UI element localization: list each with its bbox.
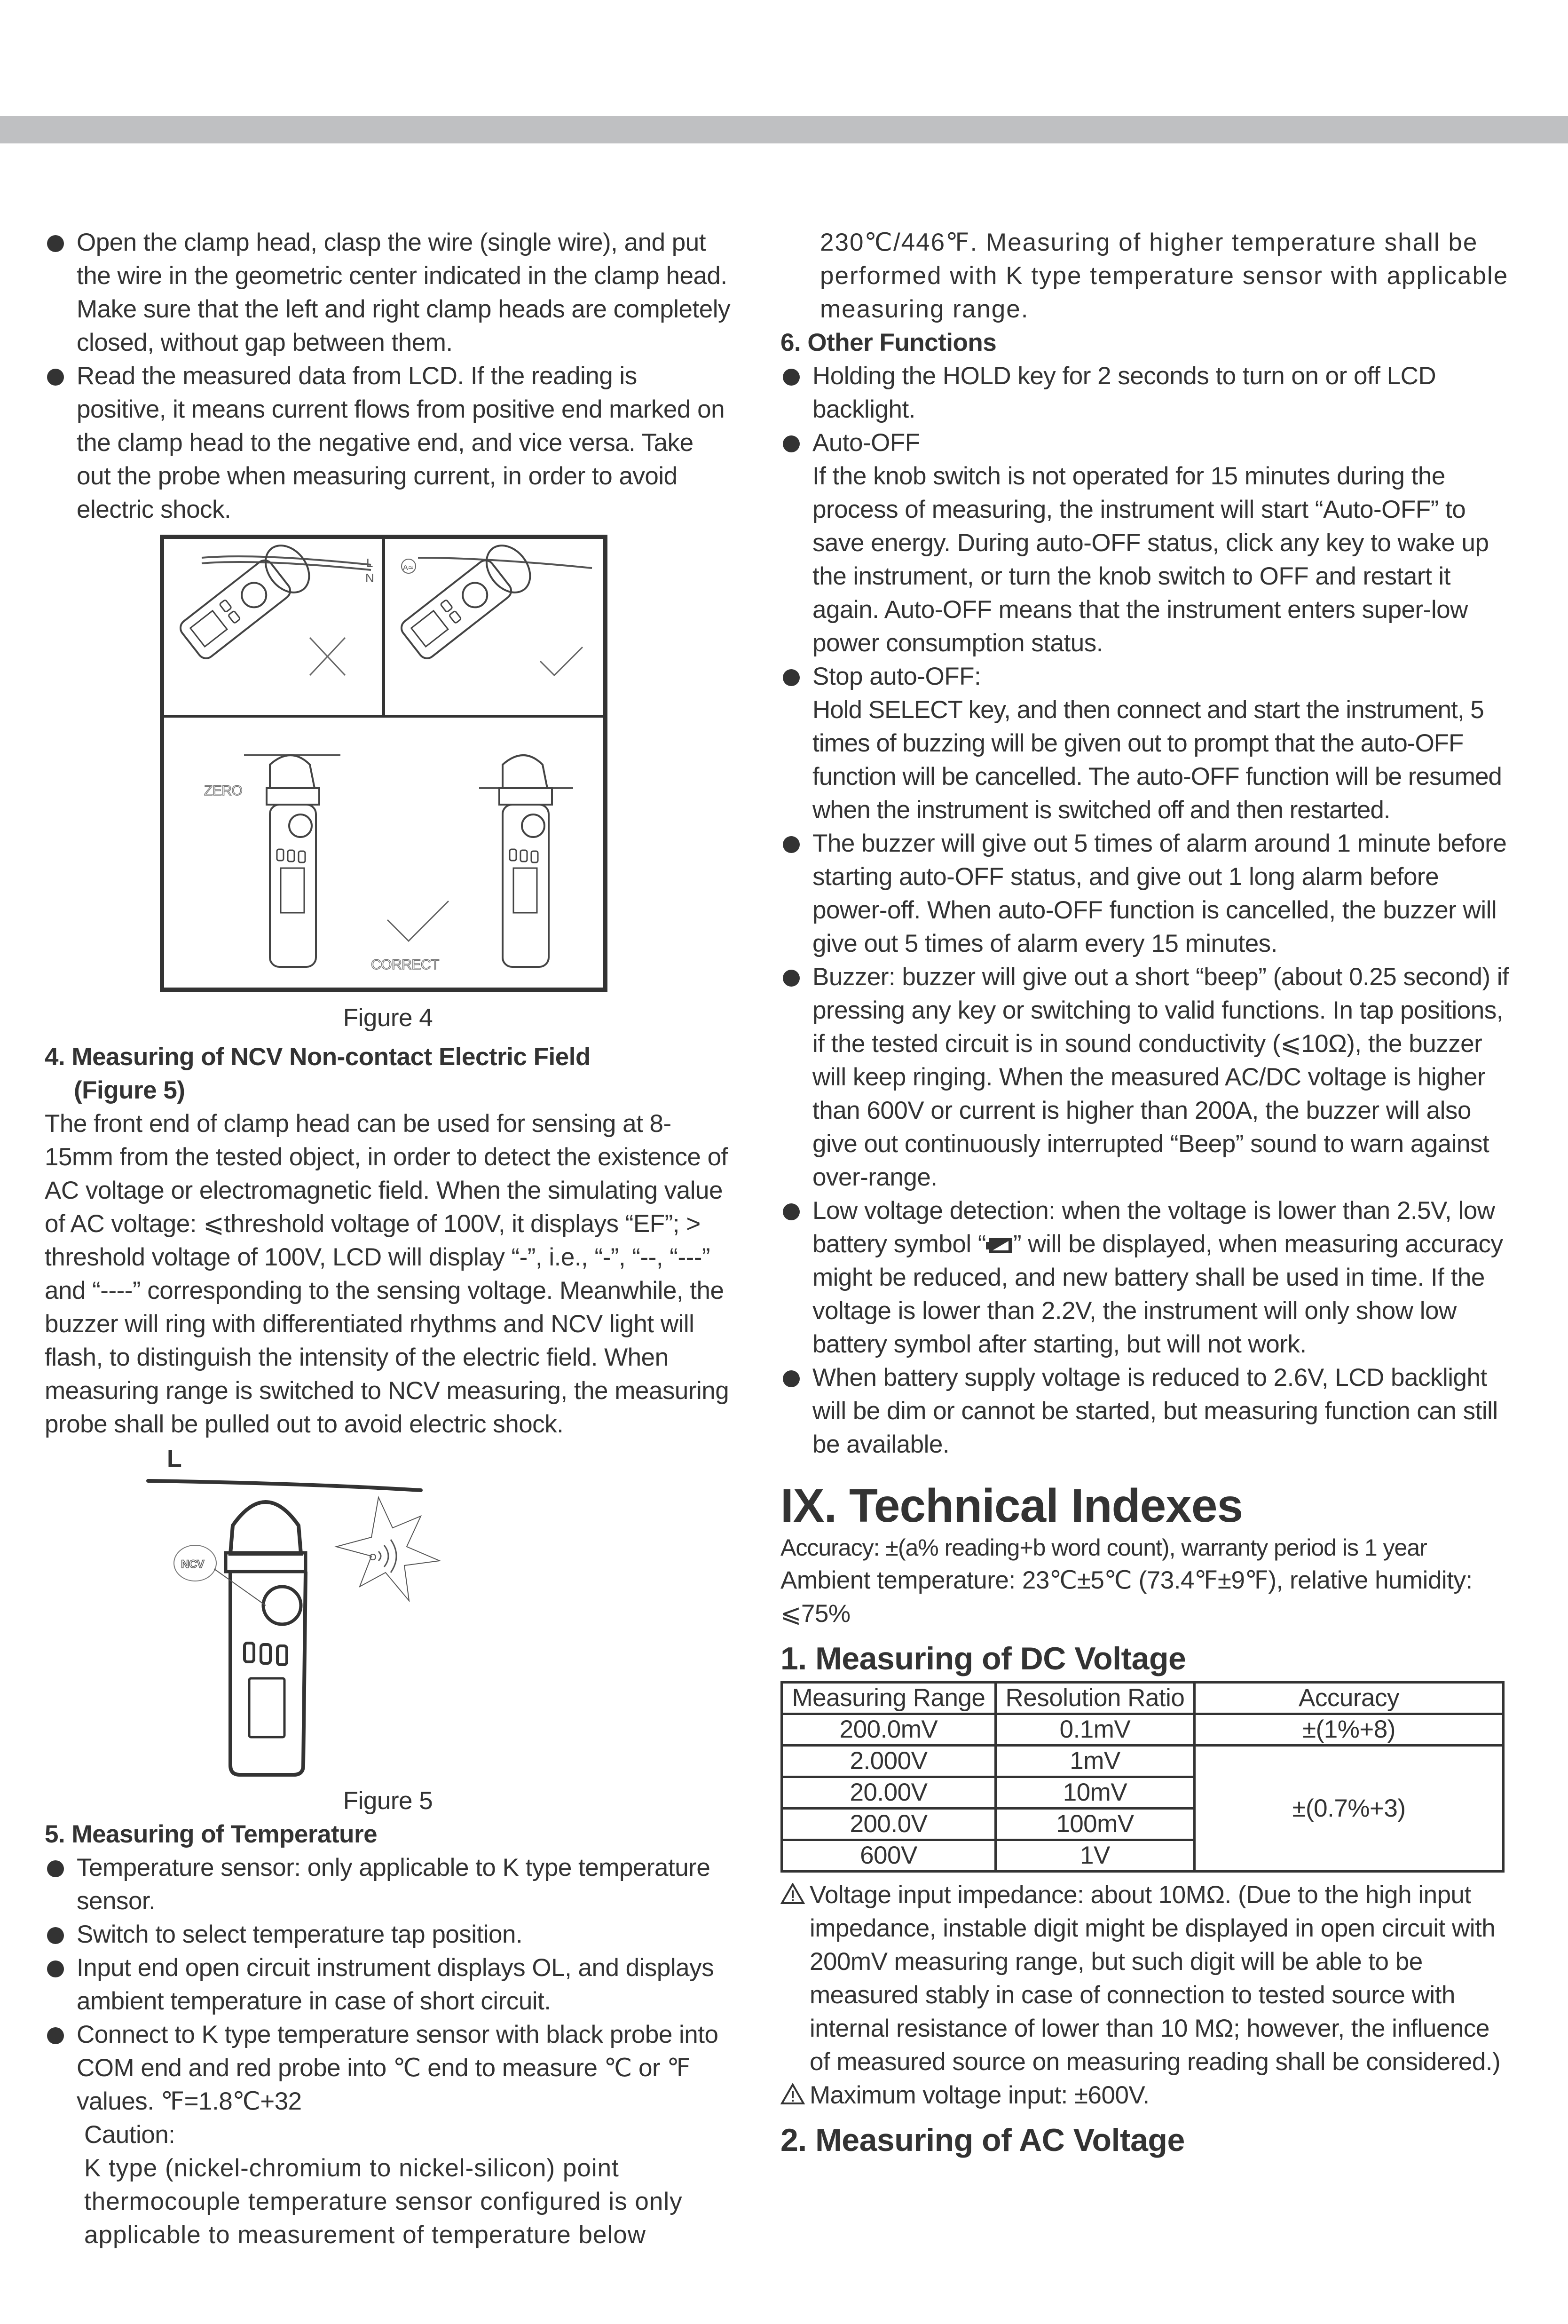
bullet-text: Switch to select temperature tap position. (77, 1921, 523, 1948)
warning-triangle-icon (780, 2083, 805, 2105)
list-item (45, 226, 731, 359)
list-item (45, 1918, 731, 1951)
warning-impedance (780, 1878, 1514, 2079)
table-row (782, 1714, 1504, 1746)
list-item (780, 960, 1514, 1194)
svg-text:ZERO: ZERO (204, 783, 243, 798)
bullet-text: The buzzer will give out 5 times of alarm around 1 minute before starting auto-OFF status, and give out 1 long alarm before power-off. When auto-OFF function is cancelled, the buzzer will give out 5 times of alarm every 15 minutes. (812, 830, 1507, 957)
table-row (782, 1746, 1504, 1777)
page-title: IX. Technical Indexes (780, 1479, 1243, 1532)
bullet-text: When battery supply voltage is reduced to 2.6V, LCD backlight will be dim or cannot be started, but measuring function can still be available. (812, 1364, 1498, 1458)
warning-triangle-icon (780, 1883, 805, 1905)
cell-accuracy-merged: ±(0.7%+3) (1195, 1746, 1504, 1872)
bullet-text: Stop auto-OFF: (812, 663, 981, 690)
svg-text:L: L (167, 1446, 182, 1472)
svg-text:NCV: NCV (181, 1558, 205, 1571)
cell-range: 600V (782, 1840, 996, 1872)
header-accuracy: Accuracy (1195, 1683, 1504, 1714)
figure-5 (115, 1446, 585, 1784)
cell-resolution: 100mV (995, 1809, 1194, 1840)
ncv-clamp-meter-illustration (115, 1446, 585, 1784)
cell-range: 200.0V (782, 1809, 996, 1840)
list-item (780, 359, 1514, 426)
cell-resolution: 10mV (995, 1777, 1194, 1809)
cell-resolution: 0.1mV (995, 1714, 1194, 1746)
figure-4-panel-zero (163, 716, 605, 989)
list-item (45, 1851, 731, 1918)
cell-accuracy: ±(1%+8) (1195, 1714, 1504, 1746)
list-item (780, 1194, 1514, 1361)
section-4-title-line1: 4. Measuring of NCV Non-contact Electric Field (45, 1043, 591, 1071)
clamp-meter-zero-illustration (164, 718, 601, 986)
clamp-meter-left (267, 755, 319, 967)
bullet-subtext: If the knob switch is not operated for 15 minutes during the process of measuring, the instrument will start “Auto-OFF” to save energy. During auto-OFF status, click any key to wake up the instrument, or turn the knob switch to OFF and restart it again. Auto-OFF means that the instrument enters super-low power consumption status. (812, 462, 1489, 657)
list-item (780, 827, 1514, 960)
bullet-text: ” will be displayed, when measuring accuracy might be reduced, and new battery shall be used in time. If the voltage is lower than 2.2V, the instrument will only show low battery symbol after starting, but will not work. (812, 1230, 1503, 1358)
dc-voltage-table (780, 1681, 1505, 1873)
list-item (780, 660, 1514, 693)
clamp-meter-right (479, 755, 573, 967)
figure-4-panel-wrong (163, 538, 384, 716)
cell-resolution: 1V (995, 1840, 1194, 1872)
figure-4-caption: Figure 4 (343, 1004, 433, 1032)
table-header-row (782, 1683, 1504, 1714)
bullet-text: Auto-OFF (812, 429, 920, 457)
header-resolution-ratio: Resolution Ratio (995, 1683, 1194, 1714)
section-4-title-line2: (Figure 5) (74, 1076, 185, 1104)
checkmark-icon (387, 901, 449, 941)
list-item (45, 2018, 731, 2118)
figure-4-panel-right (384, 538, 605, 716)
section-5-title: 5. Measuring of Temperature (45, 1820, 378, 1848)
clamp-meter-wrong-illustration (164, 539, 380, 713)
right-column (780, 226, 1514, 2160)
figure-4 (160, 535, 607, 992)
left-column (45, 226, 731, 2252)
svg-text:CORRECT: CORRECT (371, 957, 439, 972)
figure-5-caption: Figure 5 (343, 1787, 433, 1815)
sound-burst-icon (336, 1497, 440, 1601)
ambient-note: Ambient temperature: 23℃±5℃ (73.4℉±9℉), relative humidity: ⩽75% (780, 1566, 1473, 1628)
cell-range: 2.000V (782, 1746, 996, 1777)
list-item (45, 1951, 731, 2018)
header-bar (0, 116, 1568, 143)
bullet-text: Holding the HOLD key for 2 seconds to turn on or off LCD backlight. (812, 362, 1436, 423)
caution-text: K type (nickel-chromium to nickel-silicon) point thermocouple temperature sensor configured is only applicable to measurement of temperature below (84, 2154, 683, 2249)
list-item (780, 426, 1514, 459)
warning-text: Voltage input impedance: about 10MΩ. (Due to the high input impedance, instable digit might be displayed in open circuit with 200mV measuring range, but such digit will be able to be measured stably in case of connection to tested source with internal resistance of lower than 10 MΩ; however, the influence of measured source on measuring reading shall be considered.) (810, 1881, 1501, 2076)
caution-label: Caution: (84, 2121, 175, 2149)
cell-resolution: 1mV (995, 1746, 1194, 1777)
list-item (780, 1361, 1514, 1461)
bullet-text: Connect to K type temperature sensor with black probe into COM end and red probe into ℃ end to measure ℃ or ℉ values. ℉=1.8℃+32 (77, 2021, 718, 2115)
clamp-meter-right-illustration (385, 539, 601, 713)
svg-text:L: L (366, 556, 373, 570)
bullet-subtext: Hold SELECT key, and then connect and start the instrument, 5 times of buzzing will be given out to prompt that the auto-OFF function will be cancelled. The auto-OFF function will be resumed when the instrument is switched off and then restarted. (812, 696, 1502, 824)
list-item (45, 359, 731, 526)
bullet-text: Open the clamp head, clasp the wire (single wire), and put the wire in the geometric center indicated in the clamp head. Make sure that the left and right clamp heads are completely closed, without gap between them. (77, 229, 730, 356)
bullet-text: Input end open circuit instrument displays OL, and displays ambient temperature in case of short circuit. (77, 1954, 714, 2015)
cell-range: 20.00V (782, 1777, 996, 1809)
low-battery-icon (986, 1236, 1013, 1255)
cell-range: 200.0mV (782, 1714, 996, 1746)
continued-text: 230℃/446℉. Measuring of higher temperature shall be performed with K type temperature sensor with applicable measuring range. (820, 229, 1509, 323)
svg-text:A≃: A≃ (403, 564, 414, 572)
bullet-text: Low voltage detection: when the voltage is lower than 2.5V, low battery symbol “ (812, 1197, 1495, 1258)
warning-text: Maximum voltage input: ±600V. (810, 2081, 1150, 2109)
accuracy-note: Accuracy: ±(a% reading+b word count), warranty period is 1 year (780, 1534, 1427, 1561)
bullet-text: Read the measured data from LCD. If the reading is positive, it means current flows from positive end marked on the clamp head to the negative end, and vice versa. Take out the probe when measuring current, in order to avoid electric shock. (77, 362, 725, 523)
bullet-text: Temperature sensor: only applicable to K type temperature sensor. (77, 1854, 710, 1915)
section-4-title (45, 1040, 731, 1107)
bullet-text: Buzzer: buzzer will give out a short “beep” (about 0.25 second) if pressing any key or switching to valid functions. In tap positions, if the tested circuit is in sound conductivity (⩽10Ω), the buzzer will keep ringing. When the measured AC/DC voltage is higher than 600V or current is higher than 200A, the buzzer will also give out continuously interrupted “Beep” sound to warn against over-range. (812, 963, 1509, 1191)
dc-voltage-title: 1. Measuring of DC Voltage (780, 1641, 1186, 1676)
warning-max-voltage (780, 2079, 1514, 2112)
ac-voltage-title: 2. Measuring of AC Voltage (780, 2122, 1185, 2158)
svg-text:N: N (365, 571, 374, 585)
section-4-body: The front end of clamp head can be used for sensing at 8-15mm from the tested object, in order to detect the existence of AC voltage or electromagnetic field. When the simulating value of AC voltage: ⩽threshold voltage of 100V, it displays “EF”; > threshold voltage of 100V, LCD will display “-”, i.e., “-”, “--, “---” and “----” corresponding to the sensing voltage. Meanwhile, the buzzer will ring with differentiated rhythms and NCV light will flash, to distinguish the intensity of the electric field. When measuring range is switched to NCV measuring, the measuring probe shall be pulled out to avoid electric shock. (45, 1110, 729, 1438)
section-6-title: 6. Other Functions (780, 329, 997, 356)
header-measuring-range: Measuring Range (782, 1683, 996, 1714)
